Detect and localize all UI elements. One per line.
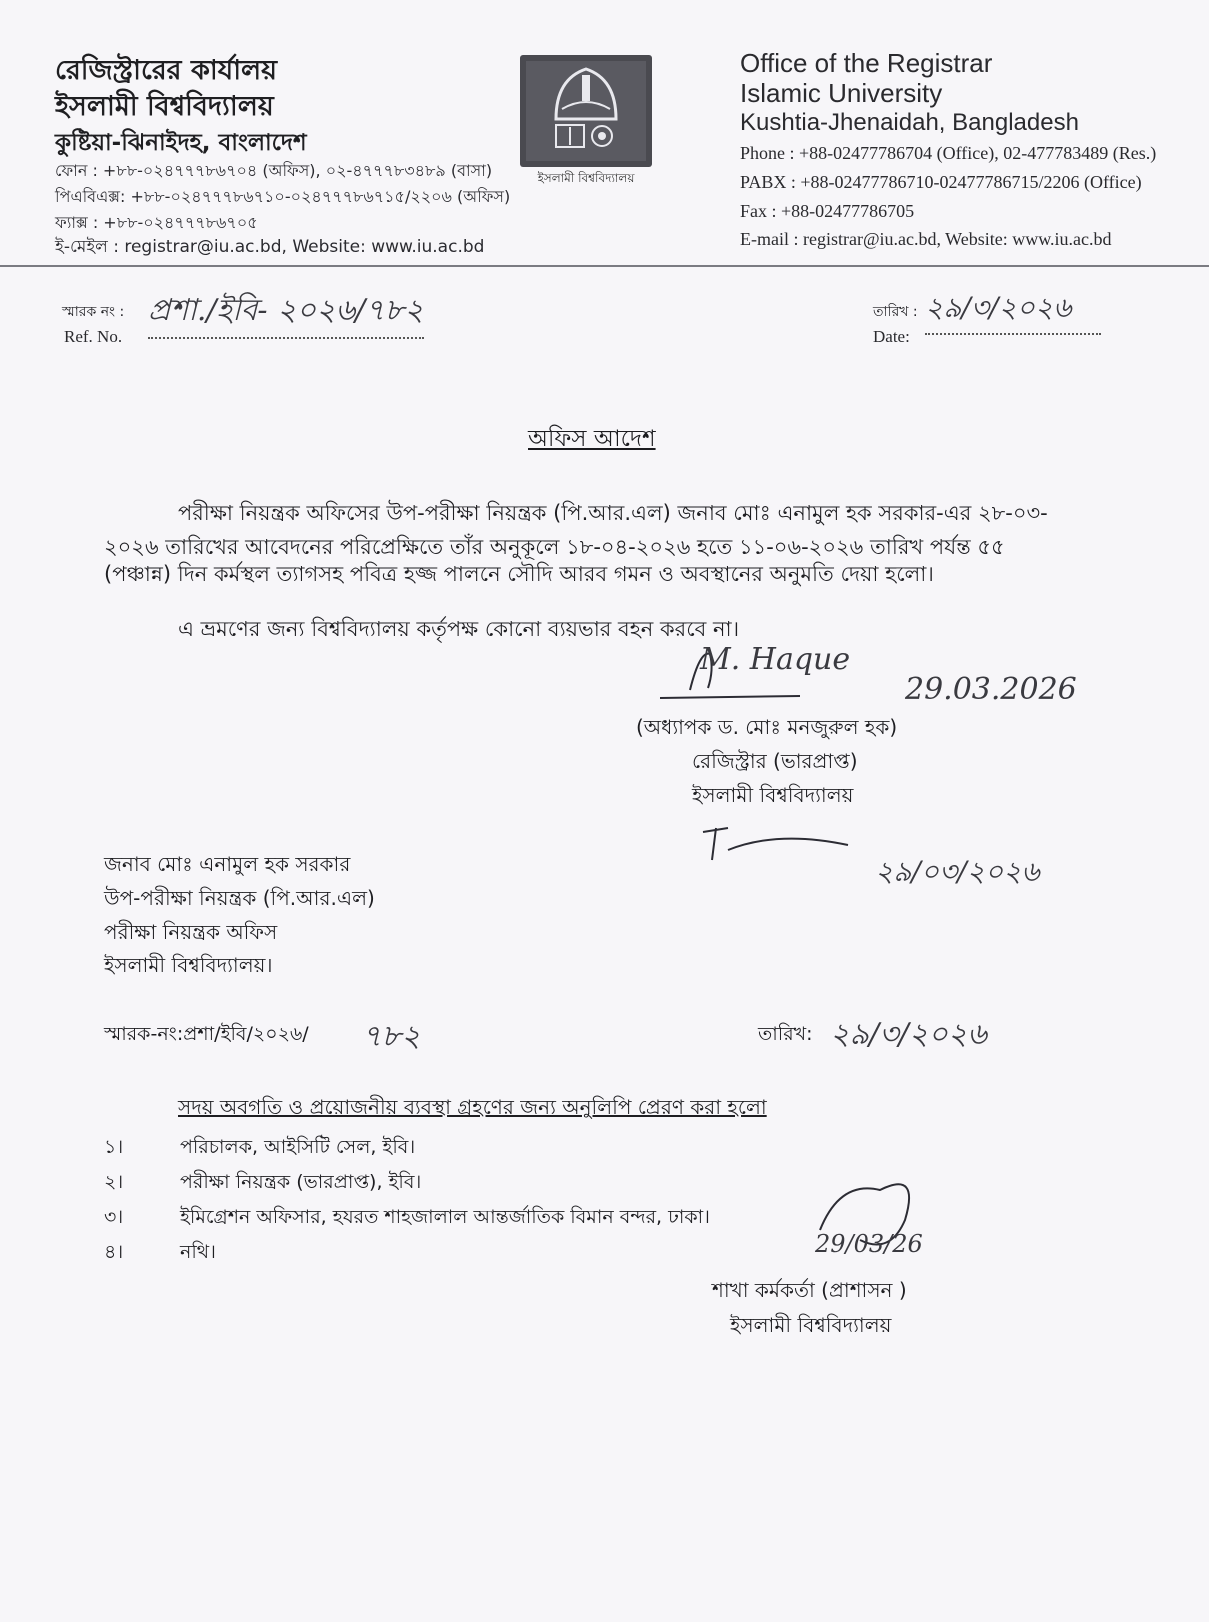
date-label-en: Date: (873, 327, 910, 346)
date-label-bn: তারিখ : (873, 304, 918, 320)
registrar-name: (অধ্যাপক ড. মোঃ মনজুরুল হক) (636, 715, 898, 739)
university-name-en: Islamic University (740, 78, 943, 108)
pabx-bn: পিএবিএক্স: +৮৮-০২৪৭৭৭৮৬৭১০-০২৪৭৭৭৮৬৭১৫/২২০৬ (অফিস) (55, 187, 511, 206)
location-bn: কুষ্টিয়া-ঝিনাইদহ, বাংলাদেশ (55, 130, 307, 156)
copy-item-number: ৪। (104, 1241, 124, 1263)
initial-signature-date: ২৯/০৩/২০২৬ (875, 855, 1040, 888)
memo-label: স্মারক-নং:প্রশা/ইবি/২০২৬/ (104, 1023, 309, 1045)
phone-en: Phone : +88-02477786704 (Office), 02-477783489 (Res.) (740, 143, 1157, 163)
office-name-en: Office of the Registrar (740, 48, 993, 78)
recipient-line-4: ইসলামী বিশ্ববিদ্যালয়। (104, 953, 273, 977)
header-divider (0, 265, 1209, 267)
university-logo (520, 55, 652, 167)
initial-signature (698, 820, 898, 865)
recipient-line-1: জনাব মোঃ এনামুল হক সরকার (104, 852, 351, 876)
copy-item-number: ১। (104, 1136, 124, 1158)
emblem-icon (526, 61, 646, 161)
phone-bn: ফোন : +৮৮-০২৪৭৭৭৮৬৭০৪ (অফিস), ০২-৪৭৭৭৮৩৪৮৯ (বাসা) (55, 161, 493, 180)
registrar-signature-text: M. Haque (700, 642, 851, 677)
university-name-bn: ইসলামী বিশ্ববিদ্যালয় (55, 91, 274, 122)
copy-item-number: ৩। (104, 1206, 124, 1228)
document-title: অফিস আদেশ (528, 426, 656, 452)
copy-item-text: ইমিগ্রেশন অফিসার, হযরত শাহজালাল আন্তর্জাতিক বিমান বন্দর, ঢাকা। (180, 1206, 710, 1228)
email-en: E-mail : registrar@iu.ac.bd, Website: www.iu.ac.bd (740, 229, 1112, 249)
email-bn: ই-মেইল : registrar@iu.ac.bd, Website: www.iu.ac.bd (55, 237, 485, 257)
order-paragraph-line-3: (পঞ্চান্ন) দিন কর্মস্থল ত্যাগসহ পবিত্র হজ্জ পালনে সৌদি আরব গমন ও অবস্থানের অনুমতি দেয়া হলো। (104, 562, 934, 586)
recipient-line-3: পরীক্ষা নিয়ন্ত্রক অফিস (104, 920, 278, 944)
registrar-org: ইসলামী বিশ্ববিদ্যালয় (692, 783, 854, 807)
logo-caption: ইসলামী বিশ্ববিদ্যালয় (537, 171, 635, 185)
copy-item-text: পরীক্ষা নিয়ন্ত্রক (ভারপ্রাপ্ত), ইবি। (180, 1171, 422, 1193)
office-name-bn: রেজিস্ট্রারের কার্যালয় (55, 55, 278, 86)
pabx-en: PABX : +88-02477786710-02477786715/2206 (Office) (740, 172, 1142, 192)
copy-item-number: ২। (104, 1171, 124, 1193)
location-en: Kushtia-Jhenaidah, Bangladesh (740, 109, 1079, 136)
recipient-line-2: উপ-পরীক্ষা নিয়ন্ত্রক (পি.আর.এল) (104, 886, 375, 910)
fax-en: Fax : +88-02477786705 (740, 201, 915, 221)
section-officer-designation: শাখা কর্মকর্তা (প্রাশাসন ) (712, 1278, 907, 1302)
order-paragraph-line-1: পরীক্ষা নিয়ন্ত্রক অফিসের উপ-পরীক্ষা নিয়ন্ত্রক (পি.আর.এল) জনাব মোঃ এনামুল হক সরকার-এর ২৮-০৩- (178, 501, 1048, 525)
section-officer-org: ইসলামী বিশ্ববিদ্যালয় (730, 1313, 892, 1337)
registrar-signature-date: 29.03.2026 (905, 672, 1077, 707)
registrar-designation: রেজিস্ট্রার (ভারপ্রাপ্ত) (692, 749, 858, 773)
memo-date-label: তারিখ: (758, 1023, 813, 1045)
section-officer-signature-date: 29/03/26 (815, 1230, 923, 1258)
ref-label-en: Ref. No. (64, 327, 123, 346)
memo-date-handwritten: ২৯/৩/২০২৬ (830, 1017, 987, 1052)
copy-item-text: নথি। (180, 1241, 216, 1263)
date-handwritten: ২৯/৩/২০২৬ (925, 286, 1101, 335)
copy-heading: সদয় অবগতি ও প্রয়োজনীয় ব্যবস্থা গ্রহণের জন্য অনুলিপি প্রেরণ করা হলো (178, 1095, 767, 1119)
copy-item-text: পরিচালক, আইসিটি সেল, ইবি। (180, 1136, 416, 1158)
ref-label-bn: স্মারক নং : (62, 304, 125, 320)
order-paragraph-line-2: ২০২৬ তারিখের আবেদনের পরিপ্রেক্ষিতে তাঁর অনুকূলে ১৮-০৪-২০২৬ হতে ১১-০৬-২০২৬ তারিখ পর্যন্ত ৫৫ (104, 535, 1005, 559)
ref-number-handwritten: প্রশা./ইবি- ২০২৬/৭৮২ (148, 286, 424, 339)
order-paragraph-2: এ ভ্রমণের জন্য বিশ্ববিদ্যালয় কর্তৃপক্ষ কোনো ব্যয়ভার বহন করবে না। (178, 617, 740, 641)
memo-number-handwritten: ৭৮২ (362, 1019, 421, 1054)
fax-bn: ফ্যাক্স : +৮৮-০২৪৭৭৭৮৬৭০৫ (55, 213, 258, 232)
